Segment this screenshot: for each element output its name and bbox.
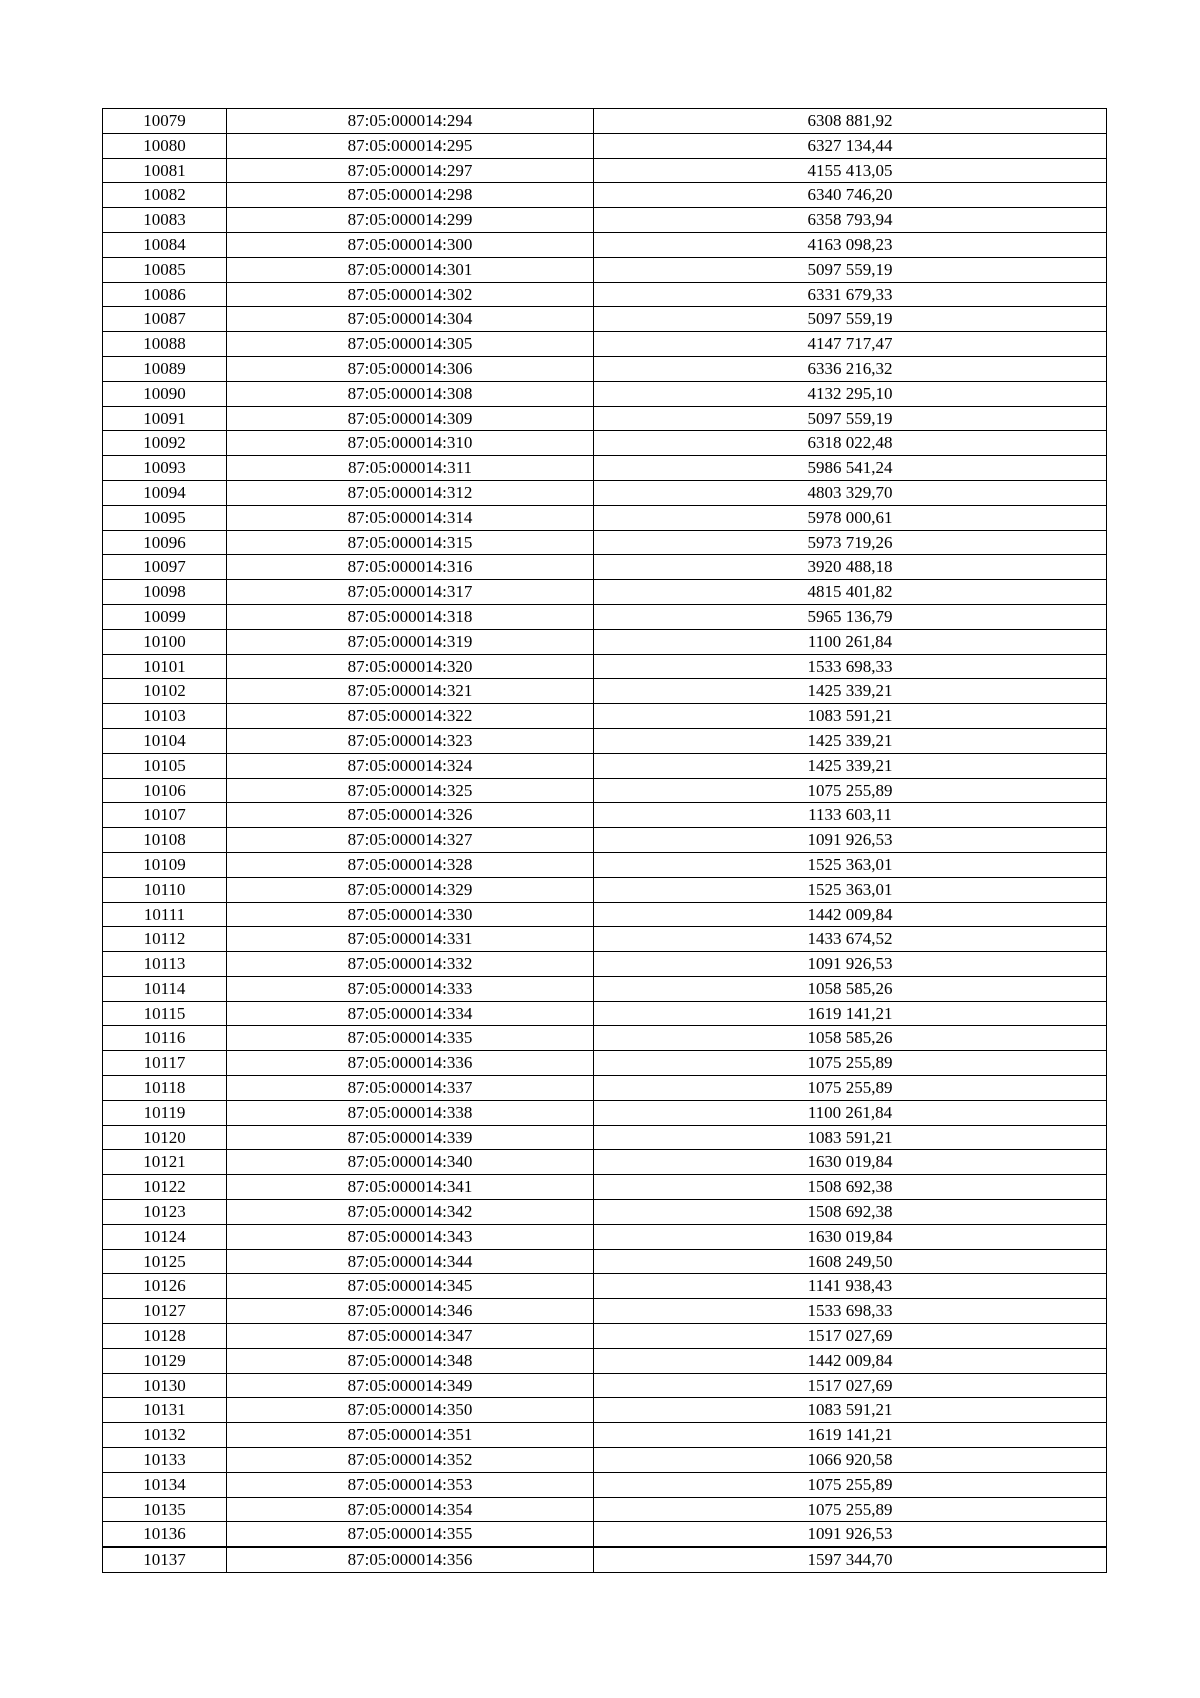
cadastral-number-cell: 87:05:000014:333 (227, 976, 594, 1001)
cadastral-number-cell: 87:05:000014:305 (227, 332, 594, 357)
cadastral-number-cell: 87:05:000014:352 (227, 1448, 594, 1473)
table-row (103, 1026, 1107, 1051)
row-number-cell: 10087 (103, 307, 227, 332)
value-cell: 5978 000,61 (594, 505, 1107, 530)
value-cell: 1619 141,21 (594, 1001, 1107, 1026)
cadastral-number-cell: 87:05:000014:338 (227, 1100, 594, 1125)
cadastral-number-cell: 87:05:000014:300 (227, 232, 594, 257)
cadastral-number-cell: 87:05:000014:332 (227, 952, 594, 977)
value-cell: 4803 329,70 (594, 480, 1107, 505)
cadastral-number-cell: 87:05:000014:323 (227, 728, 594, 753)
table-row (103, 1373, 1107, 1398)
cadastral-number-cell: 87:05:000014:315 (227, 530, 594, 555)
value-cell: 5097 559,19 (594, 307, 1107, 332)
value-cell: 1619 141,21 (594, 1423, 1107, 1448)
cadastral-number-cell: 87:05:000014:353 (227, 1472, 594, 1497)
table-row (103, 282, 1107, 307)
row-number-cell: 10097 (103, 555, 227, 580)
table-row (103, 133, 1107, 158)
row-number-cell: 10110 (103, 877, 227, 902)
cadastral-number-cell: 87:05:000014:329 (227, 877, 594, 902)
row-number-cell: 10092 (103, 431, 227, 456)
value-cell: 1083 591,21 (594, 704, 1107, 729)
table-row (103, 1224, 1107, 1249)
table-row (103, 1497, 1107, 1522)
table-row (103, 307, 1107, 332)
value-cell: 4815 401,82 (594, 580, 1107, 605)
table-row (103, 1547, 1107, 1572)
cadastral-number-cell: 87:05:000014:306 (227, 356, 594, 381)
row-number-cell: 10112 (103, 927, 227, 952)
cadastral-number-cell: 87:05:000014:327 (227, 828, 594, 853)
cadastral-number-cell: 87:05:000014:348 (227, 1348, 594, 1373)
cadastral-number-cell: 87:05:000014:326 (227, 803, 594, 828)
value-cell: 1508 692,38 (594, 1200, 1107, 1225)
cadastral-number-cell: 87:05:000014:321 (227, 679, 594, 704)
table-row (103, 208, 1107, 233)
table-row (103, 828, 1107, 853)
table-row (103, 852, 1107, 877)
row-number-cell: 10130 (103, 1373, 227, 1398)
row-number-cell: 10082 (103, 183, 227, 208)
table-row (103, 1150, 1107, 1175)
table-row (103, 1423, 1107, 1448)
table-row (103, 1324, 1107, 1349)
value-cell: 1608 249,50 (594, 1249, 1107, 1274)
value-cell: 1075 255,89 (594, 1051, 1107, 1076)
row-number-cell: 10120 (103, 1125, 227, 1150)
value-cell: 1525 363,01 (594, 852, 1107, 877)
row-number-cell: 10132 (103, 1423, 227, 1448)
value-cell: 1533 698,33 (594, 1299, 1107, 1324)
table-row (103, 976, 1107, 1001)
table-row (103, 1448, 1107, 1473)
value-cell: 1442 009,84 (594, 1348, 1107, 1373)
value-cell: 1083 591,21 (594, 1398, 1107, 1423)
value-cell: 1091 926,53 (594, 952, 1107, 977)
row-number-cell: 10126 (103, 1274, 227, 1299)
table-row (103, 1076, 1107, 1101)
row-number-cell: 10095 (103, 505, 227, 530)
table-row (103, 505, 1107, 530)
row-number-cell: 10085 (103, 257, 227, 282)
value-cell: 1508 692,38 (594, 1175, 1107, 1200)
cadastral-number-cell: 87:05:000014:330 (227, 902, 594, 927)
table-row (103, 555, 1107, 580)
table-row (103, 1472, 1107, 1497)
table-row (103, 257, 1107, 282)
row-number-cell: 10136 (103, 1522, 227, 1547)
value-cell: 4132 295,10 (594, 381, 1107, 406)
table-row (103, 629, 1107, 654)
value-cell: 5097 559,19 (594, 406, 1107, 431)
table-row (103, 183, 1107, 208)
row-number-cell: 10117 (103, 1051, 227, 1076)
cadastral-number-cell: 87:05:000014:345 (227, 1274, 594, 1299)
value-cell: 1517 027,69 (594, 1373, 1107, 1398)
table-row (103, 1249, 1107, 1274)
cadastral-number-cell: 87:05:000014:314 (227, 505, 594, 530)
table-row (103, 1200, 1107, 1225)
value-cell: 1075 255,89 (594, 1076, 1107, 1101)
table-row (103, 1051, 1107, 1076)
row-number-cell: 10122 (103, 1175, 227, 1200)
table-row (103, 480, 1107, 505)
value-cell: 1630 019,84 (594, 1150, 1107, 1175)
table-row (103, 902, 1107, 927)
row-number-cell: 10133 (103, 1448, 227, 1473)
cadastral-number-cell: 87:05:000014:311 (227, 456, 594, 481)
cadastral-number-cell: 87:05:000014:334 (227, 1001, 594, 1026)
row-number-cell: 10137 (103, 1547, 227, 1572)
row-number-cell: 10093 (103, 456, 227, 481)
value-cell: 1066 920,58 (594, 1448, 1107, 1473)
table-row (103, 877, 1107, 902)
table-row (103, 654, 1107, 679)
table-row (103, 1100, 1107, 1125)
row-number-cell: 10121 (103, 1150, 227, 1175)
cadastral-number-cell: 87:05:000014:351 (227, 1423, 594, 1448)
table-row (103, 1001, 1107, 1026)
cadastral-number-cell: 87:05:000014:304 (227, 307, 594, 332)
value-cell: 1091 926,53 (594, 1522, 1107, 1547)
row-number-cell: 10124 (103, 1224, 227, 1249)
value-cell: 6340 746,20 (594, 183, 1107, 208)
cadastral-number-cell: 87:05:000014:346 (227, 1299, 594, 1324)
row-number-cell: 10131 (103, 1398, 227, 1423)
row-number-cell: 10114 (103, 976, 227, 1001)
row-number-cell: 10119 (103, 1100, 227, 1125)
cadastral-number-cell: 87:05:000014:294 (227, 109, 594, 134)
row-number-cell: 10086 (103, 282, 227, 307)
value-cell: 4155 413,05 (594, 158, 1107, 183)
value-cell: 1442 009,84 (594, 902, 1107, 927)
table-row (103, 456, 1107, 481)
table-row (103, 952, 1107, 977)
value-cell: 5965 136,79 (594, 604, 1107, 629)
cadastral-number-cell: 87:05:000014:337 (227, 1076, 594, 1101)
table-row (103, 580, 1107, 605)
table-row (103, 927, 1107, 952)
cadastral-value-table (102, 108, 1107, 1573)
value-cell: 1083 591,21 (594, 1125, 1107, 1150)
value-cell: 6331 679,33 (594, 282, 1107, 307)
value-cell: 1100 261,84 (594, 1100, 1107, 1125)
row-number-cell: 10135 (103, 1497, 227, 1522)
table-row (103, 431, 1107, 456)
value-cell: 6327 134,44 (594, 133, 1107, 158)
cadastral-number-cell: 87:05:000014:340 (227, 1150, 594, 1175)
row-number-cell: 10103 (103, 704, 227, 729)
cadastral-number-cell: 87:05:000014:341 (227, 1175, 594, 1200)
table-row (103, 679, 1107, 704)
cadastral-number-cell: 87:05:000014:324 (227, 753, 594, 778)
row-number-cell: 10098 (103, 580, 227, 605)
cadastral-number-cell: 87:05:000014:322 (227, 704, 594, 729)
cadastral-number-cell: 87:05:000014:301 (227, 257, 594, 282)
value-cell: 6318 022,48 (594, 431, 1107, 456)
value-cell: 1525 363,01 (594, 877, 1107, 902)
value-cell: 3920 488,18 (594, 555, 1107, 580)
row-number-cell: 10094 (103, 480, 227, 505)
row-number-cell: 10083 (103, 208, 227, 233)
cadastral-number-cell: 87:05:000014:350 (227, 1398, 594, 1423)
row-number-cell: 10096 (103, 530, 227, 555)
cadastral-number-cell: 87:05:000014:342 (227, 1200, 594, 1225)
table-row (103, 1274, 1107, 1299)
value-cell: 1425 339,21 (594, 753, 1107, 778)
row-number-cell: 10128 (103, 1324, 227, 1349)
value-cell: 1100 261,84 (594, 629, 1107, 654)
cadastral-number-cell: 87:05:000014:339 (227, 1125, 594, 1150)
row-number-cell: 10111 (103, 902, 227, 927)
row-number-cell: 10107 (103, 803, 227, 828)
table-row (103, 728, 1107, 753)
value-cell: 1597 344,70 (594, 1547, 1107, 1572)
cadastral-number-cell: 87:05:000014:317 (227, 580, 594, 605)
value-cell: 1533 698,33 (594, 654, 1107, 679)
cadastral-number-cell: 87:05:000014:356 (227, 1547, 594, 1572)
row-number-cell: 10091 (103, 406, 227, 431)
cadastral-number-cell: 87:05:000014:298 (227, 183, 594, 208)
value-cell: 1058 585,26 (594, 1026, 1107, 1051)
value-cell: 1425 339,21 (594, 728, 1107, 753)
cadastral-number-cell: 87:05:000014:319 (227, 629, 594, 654)
value-cell: 1630 019,84 (594, 1224, 1107, 1249)
row-number-cell: 10079 (103, 109, 227, 134)
value-cell: 6336 216,32 (594, 356, 1107, 381)
table-row (103, 530, 1107, 555)
table-row (103, 356, 1107, 381)
value-cell: 1075 255,89 (594, 1472, 1107, 1497)
value-cell: 1141 938,43 (594, 1274, 1107, 1299)
row-number-cell: 10102 (103, 679, 227, 704)
row-number-cell: 10113 (103, 952, 227, 977)
row-number-cell: 10123 (103, 1200, 227, 1225)
cadastral-number-cell: 87:05:000014:336 (227, 1051, 594, 1076)
cadastral-number-cell: 87:05:000014:309 (227, 406, 594, 431)
cadastral-number-cell: 87:05:000014:349 (227, 1373, 594, 1398)
row-number-cell: 10080 (103, 133, 227, 158)
table-row (103, 1299, 1107, 1324)
value-cell: 1433 674,52 (594, 927, 1107, 952)
value-cell: 1517 027,69 (594, 1324, 1107, 1349)
row-number-cell: 10100 (103, 629, 227, 654)
cadastral-number-cell: 87:05:000014:347 (227, 1324, 594, 1349)
cadastral-number-cell: 87:05:000014:325 (227, 778, 594, 803)
table-row (103, 232, 1107, 257)
table-body (103, 109, 1107, 1573)
table-row (103, 704, 1107, 729)
row-number-cell: 10125 (103, 1249, 227, 1274)
cadastral-number-cell: 87:05:000014:310 (227, 431, 594, 456)
cadastral-number-cell: 87:05:000014:331 (227, 927, 594, 952)
table-row (103, 803, 1107, 828)
table-row (103, 158, 1107, 183)
row-number-cell: 10115 (103, 1001, 227, 1026)
row-number-cell: 10081 (103, 158, 227, 183)
cadastral-number-cell: 87:05:000014:308 (227, 381, 594, 406)
value-cell: 1075 255,89 (594, 1497, 1107, 1522)
value-cell: 1091 926,53 (594, 828, 1107, 853)
value-cell: 5097 559,19 (594, 257, 1107, 282)
table-row (103, 109, 1107, 134)
value-cell: 1133 603,11 (594, 803, 1107, 828)
row-number-cell: 10090 (103, 381, 227, 406)
row-number-cell: 10134 (103, 1472, 227, 1497)
cadastral-number-cell: 87:05:000014:320 (227, 654, 594, 679)
row-number-cell: 10099 (103, 604, 227, 629)
cadastral-number-cell: 87:05:000014:316 (227, 555, 594, 580)
table-row (103, 406, 1107, 431)
table-row (103, 604, 1107, 629)
row-number-cell: 10106 (103, 778, 227, 803)
table-row (103, 1522, 1107, 1547)
cadastral-number-cell: 87:05:000014:328 (227, 852, 594, 877)
cadastral-number-cell: 87:05:000014:355 (227, 1522, 594, 1547)
row-number-cell: 10089 (103, 356, 227, 381)
cadastral-number-cell: 87:05:000014:312 (227, 480, 594, 505)
value-cell: 1058 585,26 (594, 976, 1107, 1001)
row-number-cell: 10116 (103, 1026, 227, 1051)
cadastral-number-cell: 87:05:000014:318 (227, 604, 594, 629)
row-number-cell: 10088 (103, 332, 227, 357)
table-row (103, 1348, 1107, 1373)
cadastral-number-cell: 87:05:000014:354 (227, 1497, 594, 1522)
row-number-cell: 10084 (103, 232, 227, 257)
value-cell: 4147 717,47 (594, 332, 1107, 357)
table-row (103, 753, 1107, 778)
value-cell: 1075 255,89 (594, 778, 1107, 803)
value-cell: 5973 719,26 (594, 530, 1107, 555)
value-cell: 1425 339,21 (594, 679, 1107, 704)
row-number-cell: 10129 (103, 1348, 227, 1373)
value-cell: 5986 541,24 (594, 456, 1107, 481)
row-number-cell: 10127 (103, 1299, 227, 1324)
table-row (103, 381, 1107, 406)
table-row (103, 332, 1107, 357)
table-row (103, 1175, 1107, 1200)
cadastral-number-cell: 87:05:000014:297 (227, 158, 594, 183)
row-number-cell: 10101 (103, 654, 227, 679)
cadastral-number-cell: 87:05:000014:343 (227, 1224, 594, 1249)
row-number-cell: 10118 (103, 1076, 227, 1101)
table-row (103, 778, 1107, 803)
value-cell: 6308 881,92 (594, 109, 1107, 134)
row-number-cell: 10109 (103, 852, 227, 877)
cadastral-number-cell: 87:05:000014:295 (227, 133, 594, 158)
value-cell: 4163 098,23 (594, 232, 1107, 257)
cadastral-number-cell: 87:05:000014:335 (227, 1026, 594, 1051)
row-number-cell: 10104 (103, 728, 227, 753)
cadastral-number-cell: 87:05:000014:299 (227, 208, 594, 233)
row-number-cell: 10105 (103, 753, 227, 778)
row-number-cell: 10108 (103, 828, 227, 853)
cadastral-number-cell: 87:05:000014:344 (227, 1249, 594, 1274)
value-cell: 6358 793,94 (594, 208, 1107, 233)
table-row (103, 1125, 1107, 1150)
cadastral-number-cell: 87:05:000014:302 (227, 282, 594, 307)
table-row (103, 1398, 1107, 1423)
